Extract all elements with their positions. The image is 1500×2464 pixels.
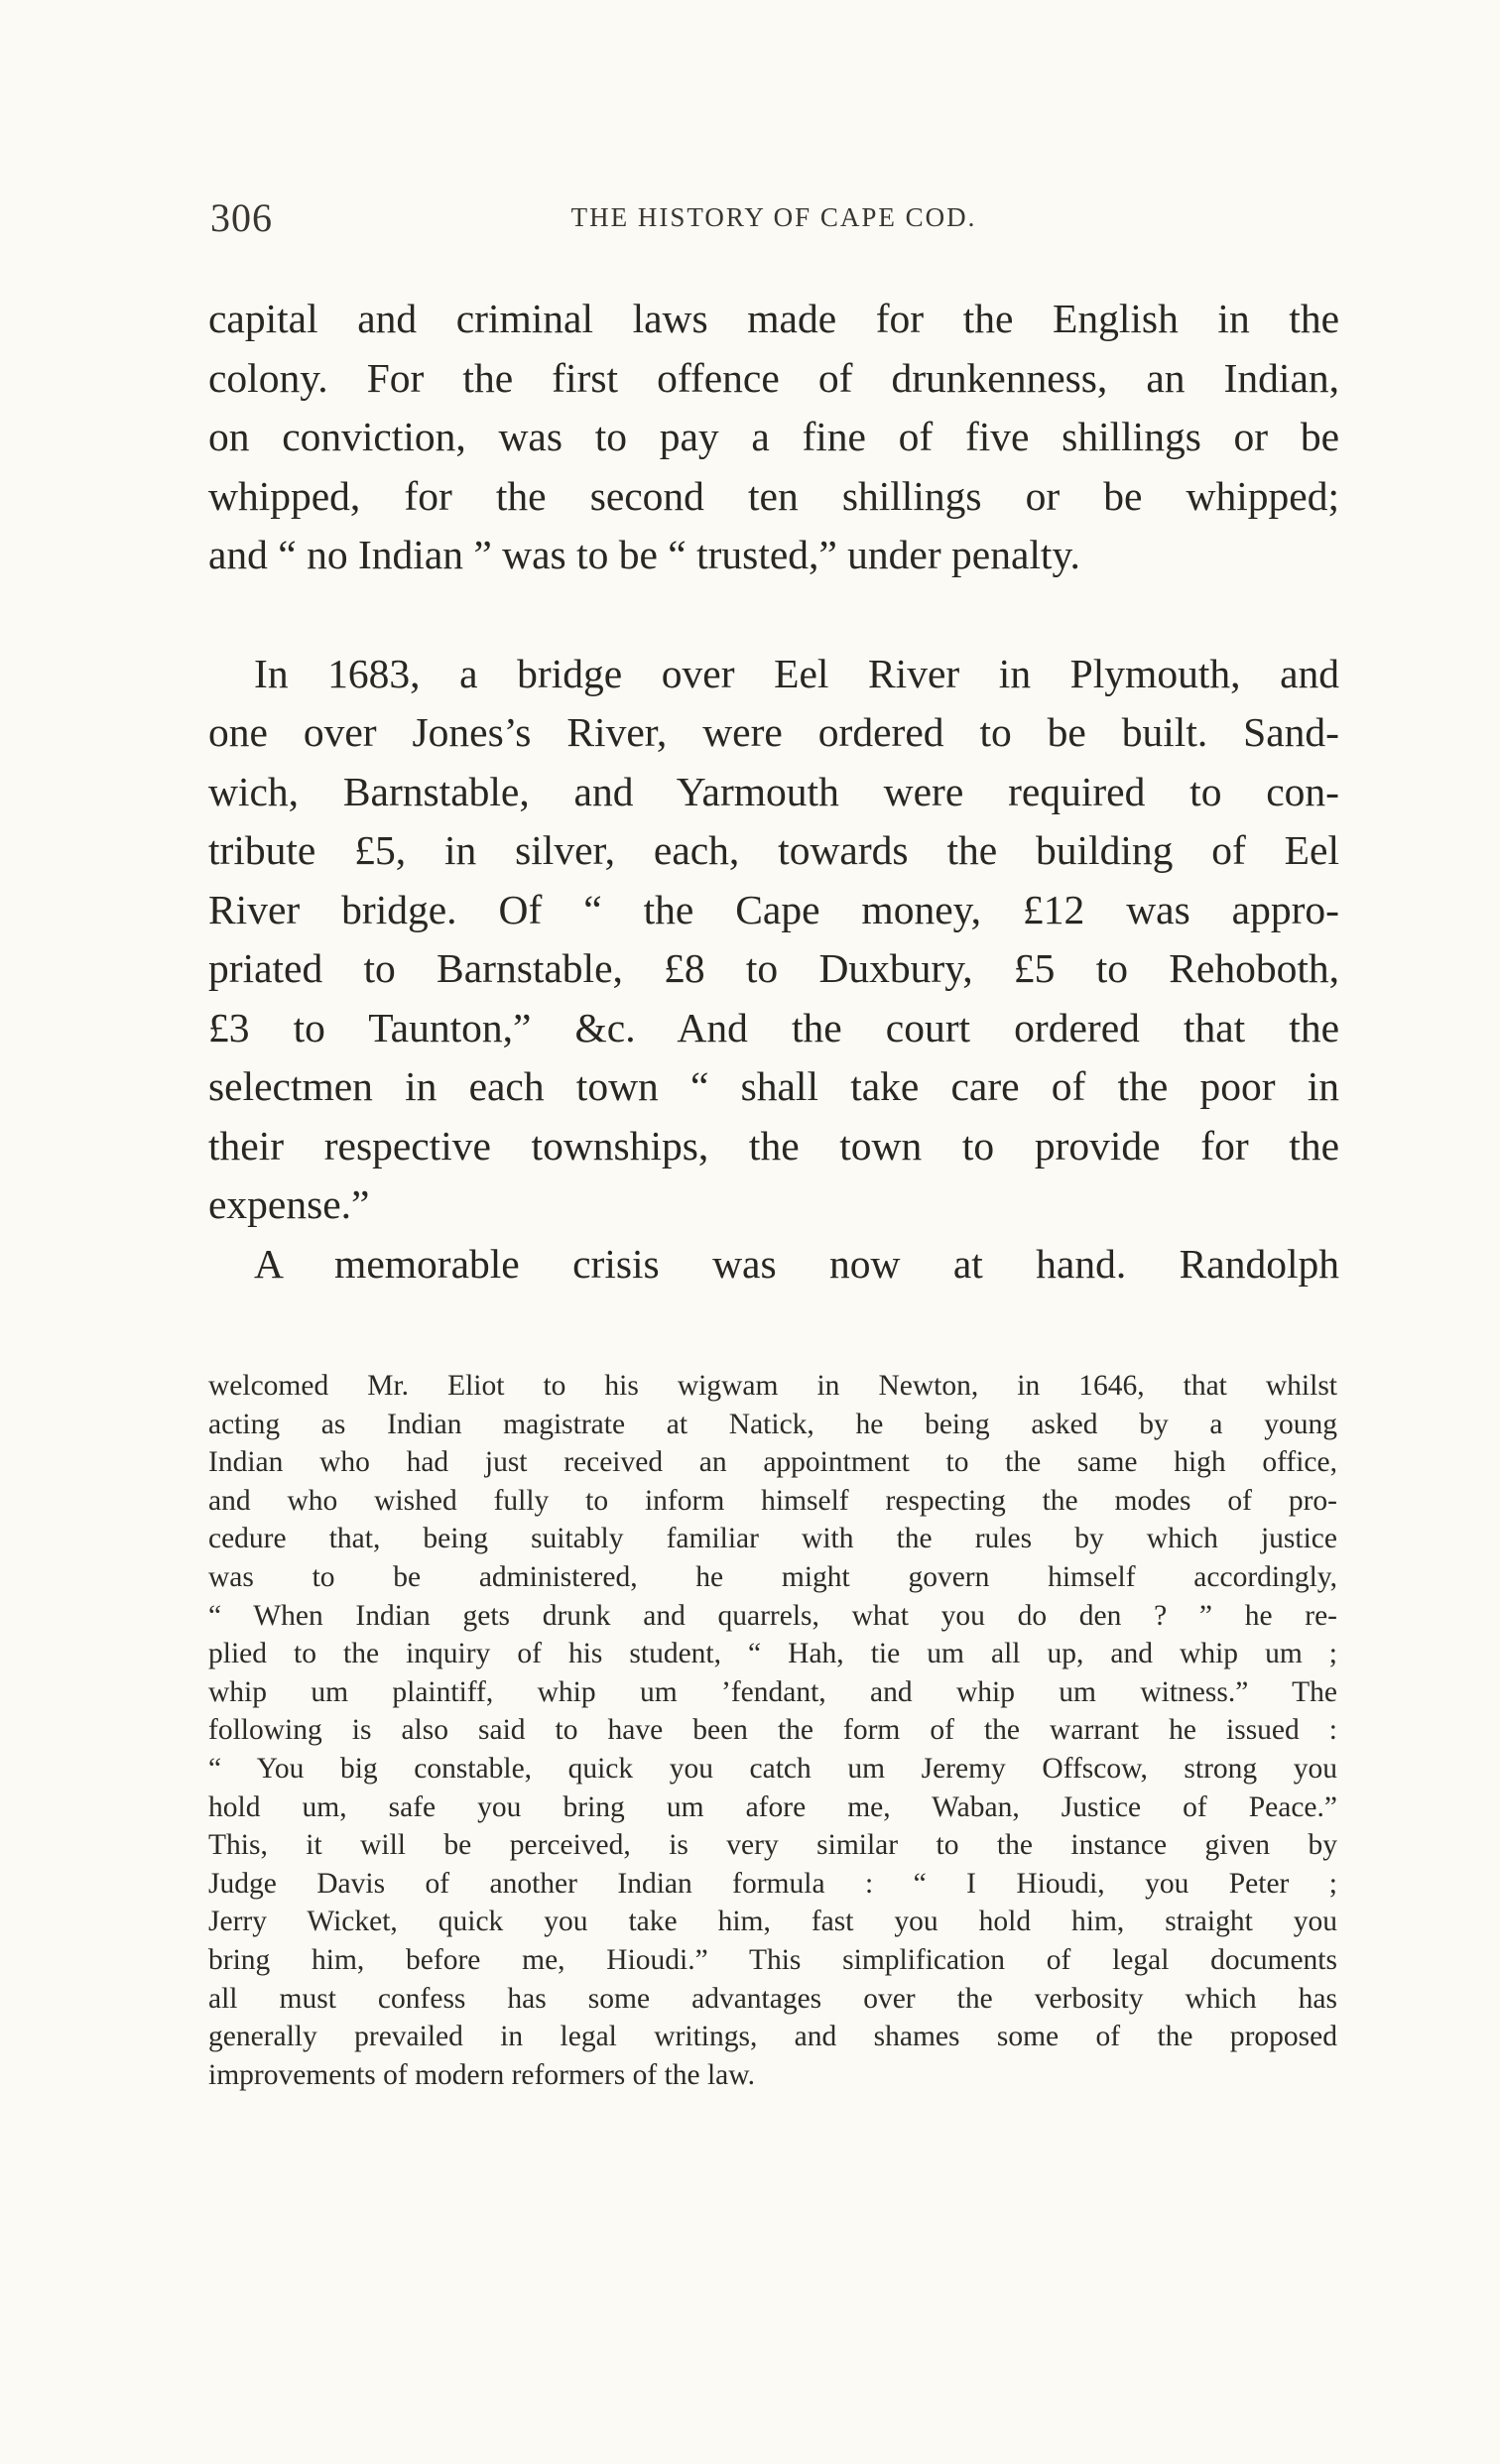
text-line: capital and criminal laws made for the English in the bbox=[208, 296, 1339, 341]
footnote-line: hold um, safe you bring um afore me, Waban, Justice of Peace.” bbox=[208, 1790, 1337, 1823]
paragraph-1683 bbox=[208, 645, 1339, 1235]
main-text bbox=[208, 290, 1339, 1294]
text-line: and “ no Indian ” was to be “ trusted,” under penalty. bbox=[208, 532, 1080, 577]
footnote-line: Jerry Wicket, quick you take him, fast you hold him, straight you bbox=[208, 1906, 1337, 1938]
running-head bbox=[210, 194, 1337, 244]
text-line: one over Jones’s River, were ordered to be built. Sand- bbox=[208, 709, 1339, 755]
footnote-line: plied to the inquiry of his student, “ Hah, tie um all up, and whip um ; bbox=[208, 1638, 1337, 1670]
footnote-line: Indian who had just received an appointment to the same high office, bbox=[208, 1446, 1337, 1479]
footnote-line: Judge Davis of another Indian formula : “ I Hioudi, you Peter ; bbox=[208, 1867, 1337, 1900]
text-line: tribute £5, in silver, each, towards the building of Eel bbox=[208, 827, 1339, 873]
footnote-line: was to be administered, he might govern himself accordingly, bbox=[208, 1560, 1337, 1593]
paragraph-laws bbox=[208, 290, 1339, 585]
footnote-line: all must confess has some advantages over the verbosity which has bbox=[208, 1982, 1337, 2015]
text-line: wich, Barnstable, and Yarmouth were required to con- bbox=[208, 768, 1339, 814]
footnote-line: bring him, before me, Hioudi.” This simplification of legal documents bbox=[208, 1943, 1337, 1976]
footnote-line: whip um plaintiff, whip um ’fendant, and whip um witness.” The bbox=[208, 1675, 1337, 1708]
footnote-line: “ You big constable, quick you catch um Jeremy Offscow, strong you bbox=[208, 1752, 1337, 1785]
page-number: 306 bbox=[210, 195, 273, 240]
footnote-line: This, it will be perceived, is very similar to the instance given by bbox=[208, 1829, 1337, 1862]
footnote-line: welcomed Mr. Eliot to his wigwam in Newton, in 1646, that whilst bbox=[208, 1370, 1337, 1402]
footnote bbox=[208, 1367, 1337, 2094]
text-line: A memorable crisis was now at hand. Randolph bbox=[254, 1240, 1339, 1287]
paragraph-crisis bbox=[208, 1235, 1339, 1294]
text-line: their respective townships, the town to provide for the bbox=[208, 1122, 1339, 1169]
footnote-line: generally prevailed in legal writings, and shames some of the proposed bbox=[208, 2021, 1337, 2053]
footnote-line: “ When Indian gets drunk and quarrels, what you do den ? ” he re- bbox=[208, 1599, 1337, 1632]
text-line: priated to Barnstable, £8 to Duxbury, £5 to Rehoboth, bbox=[208, 945, 1339, 991]
footnote-line: cedure that, being suitably familiar with the rules by which justice bbox=[208, 1523, 1337, 1555]
text-line: £3 to Taunton,” &c. And the court ordered that the bbox=[208, 1004, 1339, 1050]
footnote-line: following is also said to have been the form of the warrant he issued : bbox=[208, 1714, 1337, 1747]
text-line: colony. For the first offence of drunkenness, an Indian, bbox=[208, 354, 1339, 401]
text-line: expense.” bbox=[208, 1181, 370, 1227]
footnote-line: improvements of modern reformers of the law. bbox=[208, 2058, 756, 2091]
text-line: In 1683, a bridge over Eel River in Plymouth, and bbox=[254, 650, 1339, 696]
text-line: selectmen in each town “ shall take care of the poor in bbox=[208, 1063, 1339, 1109]
running-title: THE HISTORY OF CAPE COD. bbox=[570, 202, 977, 232]
text-line: on conviction, was to pay a fine of five shillings or be bbox=[208, 414, 1339, 459]
footnote-line: acting as Indian magistrate at Natick, he being asked by a young bbox=[208, 1408, 1337, 1440]
footnote-line: and who wished fully to inform himself respecting the modes of pro- bbox=[208, 1484, 1337, 1517]
text-line: River bridge. Of “ the Cape money, £12 was appro- bbox=[208, 886, 1339, 932]
text-line: whipped, for the second ten shillings or be whipped; bbox=[208, 472, 1339, 519]
